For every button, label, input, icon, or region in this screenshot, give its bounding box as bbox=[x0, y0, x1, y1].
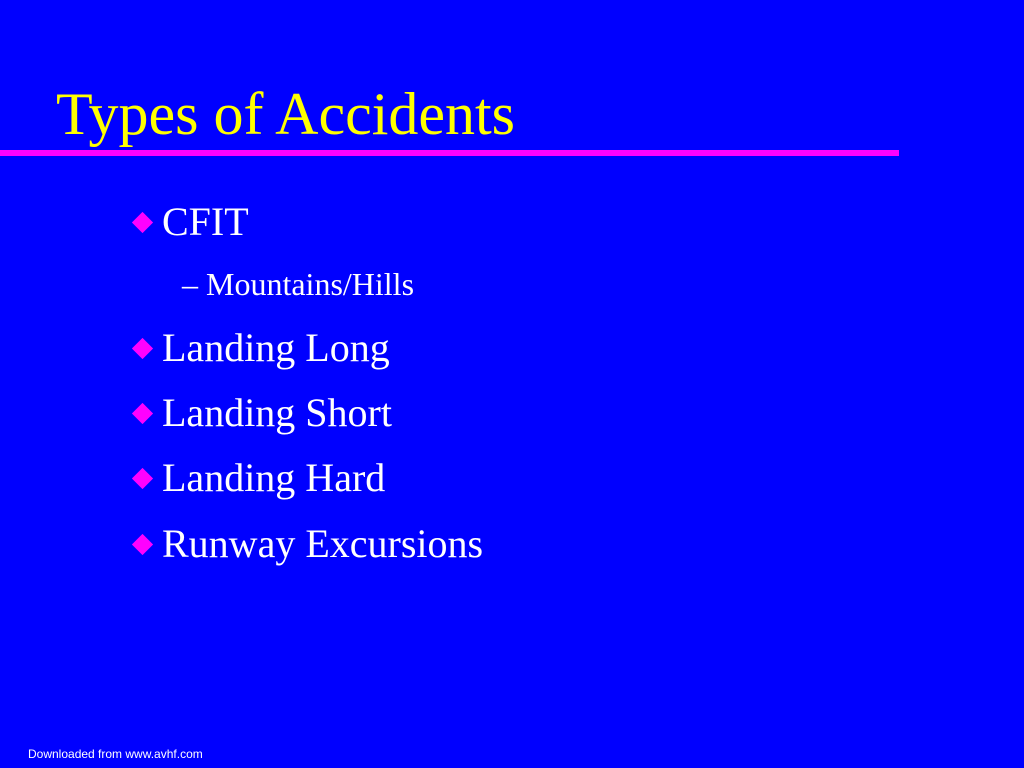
bullet-item-landing-long bbox=[131, 324, 390, 372]
bullet-label: CFIT bbox=[162, 199, 249, 244]
bullet-item-cfit bbox=[131, 198, 249, 246]
diamond-bullet-icon bbox=[132, 211, 153, 232]
bullet-item-landing-short bbox=[131, 389, 392, 437]
slide-title: Types of Accidents bbox=[56, 81, 516, 147]
sub-bullet-label: Mountains/Hills bbox=[206, 266, 415, 302]
diamond-bullet-icon bbox=[132, 467, 153, 488]
bullet-label: Landing Short bbox=[162, 390, 392, 435]
bullet-label: Landing Long bbox=[162, 325, 390, 370]
bullet-item-runway-excursions bbox=[131, 520, 483, 568]
diamond-bullet-icon bbox=[132, 402, 153, 423]
sub-bullet-item-mountains-hills bbox=[182, 265, 414, 303]
bullet-label: Landing Hard bbox=[162, 455, 386, 500]
sub-bullet-dash: – bbox=[182, 266, 198, 302]
diamond-bullet-icon bbox=[132, 533, 153, 554]
diamond-bullet-icon bbox=[132, 337, 153, 358]
bullet-item-landing-hard bbox=[131, 454, 385, 502]
footer-source-credit: Downloaded from www.avhf.com bbox=[28, 747, 203, 761]
bullet-label: Runway Excursions bbox=[162, 521, 484, 566]
